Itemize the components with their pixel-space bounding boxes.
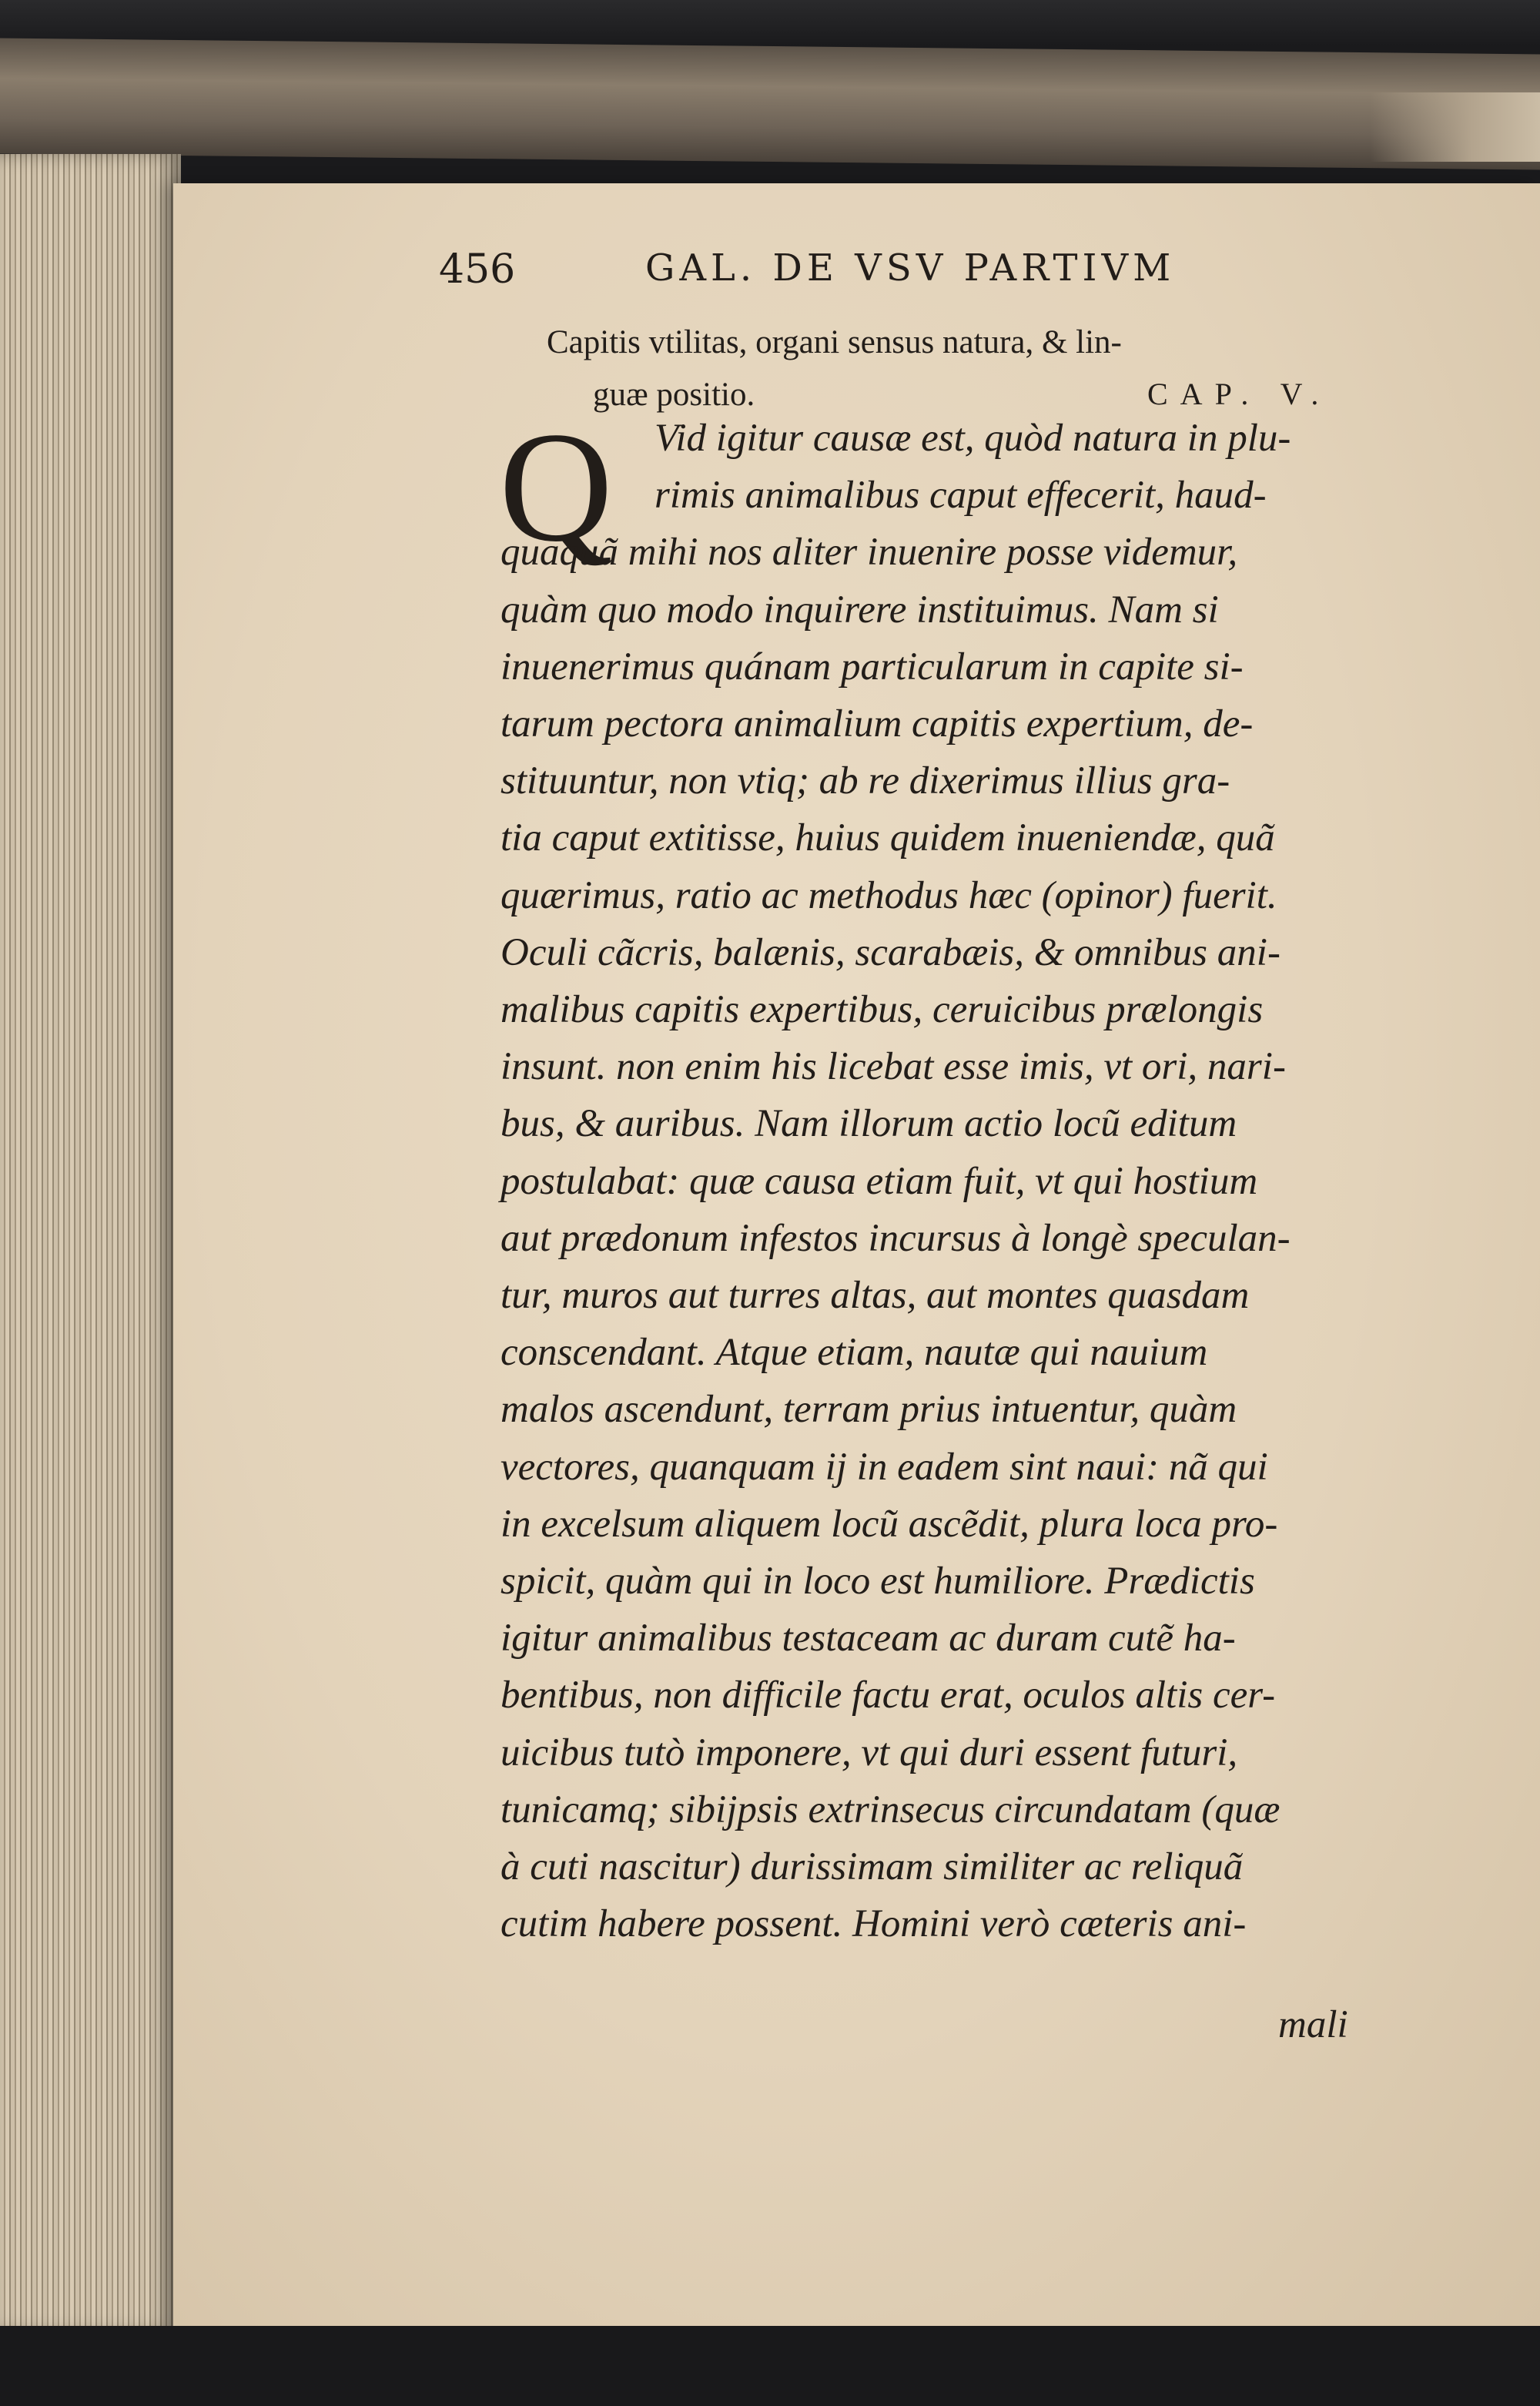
book-top-edge bbox=[0, 39, 1540, 170]
body-line: quaquã mihi nos aliter inuenire posse videmur, bbox=[500, 531, 1238, 574]
page-number: 456 bbox=[439, 246, 516, 293]
body-line: inuenerimus quánam particularum in capite si- bbox=[500, 645, 1244, 689]
body-line: malos ascendunt, terram prius intuentur, quàm bbox=[500, 1388, 1237, 1431]
body-line: conscendant. Atque etiam, nautæ qui nauium bbox=[500, 1331, 1208, 1374]
body-line: spicit, quàm qui in loco est humiliore. Prædictis bbox=[500, 1560, 1255, 1603]
body-line: quærimus, ratio ac methodus hæc (opinor) fuerit. bbox=[500, 874, 1277, 917]
body-line: bus, & auribus. Nam illorum actio locũ editum bbox=[500, 1102, 1237, 1145]
body-line: aut prædonum infestos incursus à longè speculan- bbox=[500, 1217, 1291, 1260]
body-line: uicibus tutò imponere, vt qui duri essent futuri, bbox=[500, 1731, 1238, 1774]
body-line: Vid igitur causæ est, quòd natura in plu- bbox=[654, 417, 1291, 460]
body-line: igitur animalibus testaceam ac duram cutẽ ha- bbox=[500, 1617, 1236, 1660]
body-line: vectores, quanquam ij in eadem sint naui: nã qui bbox=[500, 1446, 1268, 1489]
body-line: postulabat: quæ causa etiam fuit, vt qui hostium bbox=[500, 1160, 1258, 1203]
body-line: malibus capitis expertibus, ceruicibus prælongis bbox=[500, 988, 1264, 1031]
body-line: insunt. non enim his licebat esse imis, vt ori, nari- bbox=[500, 1045, 1286, 1088]
body-line: à cuti nascitur) durissimam similiter ac reliquã bbox=[500, 1845, 1244, 1888]
body-line: rimis animalibus caput effecerit, haud- bbox=[654, 474, 1267, 517]
chapter-number: CAP. V. bbox=[1147, 377, 1331, 411]
body-line: bentibus, non difficile factu erat, oculos altis cer- bbox=[500, 1674, 1276, 1717]
body-line: stituuntur, non vtiq; ab re dixerimus illius gra- bbox=[500, 759, 1230, 803]
body-line: tarum pectora animalium capitis expertium, de- bbox=[500, 702, 1254, 746]
catchword: mali bbox=[1278, 2003, 1348, 2046]
book-top-edge-highlight bbox=[1371, 92, 1540, 162]
bottom-background bbox=[0, 2326, 1540, 2406]
body-line: tunicamq; sibijpsis extrinsecus circundatam (quæ bbox=[500, 1788, 1281, 1831]
body-line: tur, muros aut turres altas, aut montes quasdam bbox=[500, 1274, 1250, 1317]
drop-cap-initial: Q bbox=[499, 400, 614, 575]
body-line: quàm quo modo inquirere instituimus. Nam si bbox=[500, 588, 1219, 632]
body-line: Oculi cãcris, balænis, scarabæis, & omnibus ani- bbox=[500, 931, 1281, 974]
body-line: cutim habere possent. Homini verò cæteris ani- bbox=[500, 1902, 1247, 1945]
page-stack-edges bbox=[0, 154, 181, 2334]
body-line: in excelsum aliquem locũ ascẽdit, plura loca pro- bbox=[500, 1503, 1278, 1546]
body-line: tia caput extitisse, huius quidem inueniendæ, quã bbox=[500, 816, 1275, 860]
running-head: GAL. DE VSV PARTIVM bbox=[645, 246, 1176, 290]
chapter-title-line-2: guæ positio. bbox=[593, 377, 755, 413]
chapter-title-line-1: Capitis vtilitas, organi sensus natura, & lin- bbox=[547, 324, 1122, 360]
